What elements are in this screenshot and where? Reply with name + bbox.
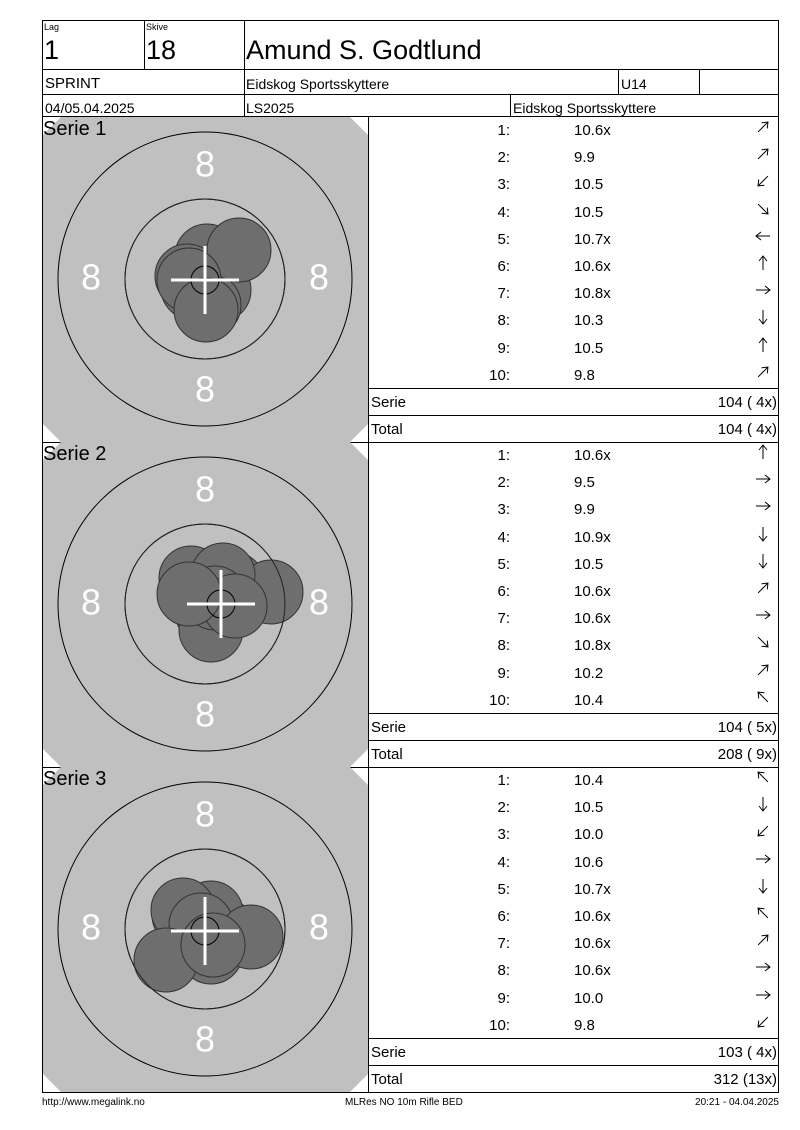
- shot-number: 6:: [497, 583, 510, 600]
- shot-row: [369, 496, 779, 523]
- series-title: Serie 3: [43, 768, 107, 790]
- shot-score: 9.9: [574, 149, 595, 167]
- total-label: Total: [371, 1071, 403, 1088]
- target-diagram: [43, 117, 368, 442]
- direction-arrow-icon: [753, 849, 773, 869]
- shot-row: [369, 605, 779, 632]
- direction-arrow-icon: [753, 767, 773, 787]
- club-name: Eidskog Sportsskyttere: [246, 76, 390, 92]
- shot-number: 5:: [497, 230, 510, 248]
- total-label: Total: [371, 421, 403, 438]
- shot-score: 10.6x: [574, 583, 611, 600]
- target-diagram: [43, 767, 368, 1092]
- header-table: [42, 20, 779, 117]
- shot-score: 10.2: [574, 664, 604, 682]
- shot-score: 10.9x: [574, 528, 611, 546]
- ring-number-label: 8: [80, 256, 102, 298]
- shot-number: 6:: [497, 908, 510, 925]
- shot-score: 10.5: [574, 203, 604, 221]
- direction-arrow-icon: [753, 199, 773, 219]
- direction-arrow-icon: [753, 226, 773, 246]
- shot-number: 4:: [497, 853, 510, 871]
- shot-score: 10.6x: [574, 935, 611, 953]
- shot-number: 9:: [497, 989, 510, 1007]
- shot-number: 6:: [497, 258, 510, 275]
- serie-sum-row: [369, 388, 779, 415]
- total-sum-row: [369, 415, 779, 442]
- direction-arrow-icon: [753, 821, 773, 841]
- serie-sum-row: [369, 1038, 779, 1065]
- footer-program: MLRes NO 10m Rifle BED: [345, 1097, 463, 1108]
- total-value: 312 (13x): [713, 1071, 777, 1088]
- shot-score: 10.3: [574, 312, 604, 330]
- series-block: [42, 442, 779, 768]
- shot-row: [369, 469, 779, 496]
- series-title: Serie 2: [43, 443, 107, 465]
- shot-number: 1:: [497, 447, 510, 464]
- ring-number-label: 8: [194, 368, 216, 410]
- direction-arrow-icon: [753, 280, 773, 300]
- ring-number-label: 8: [194, 468, 216, 510]
- total-sum-row: [369, 740, 779, 767]
- skive-value: 18: [146, 35, 177, 65]
- direction-arrow-icon: [753, 117, 773, 137]
- shot-row: [369, 957, 779, 984]
- shot-row: [369, 226, 779, 253]
- shot-score: 10.6x: [574, 122, 611, 139]
- direction-arrow-icon: [753, 144, 773, 164]
- shot-number: 3:: [497, 176, 510, 194]
- competition-code: LS2025: [246, 100, 295, 116]
- shot-row: [369, 903, 779, 930]
- shot-row: [369, 280, 779, 307]
- event-name: SPRINT: [45, 75, 101, 92]
- direction-arrow-icon: [753, 957, 773, 977]
- direction-arrow-icon: [753, 578, 773, 598]
- shot-number: 8:: [497, 637, 510, 655]
- direction-arrow-icon: [753, 903, 773, 923]
- shot-number: 3:: [497, 501, 510, 519]
- shot-score: 9.8: [574, 1016, 595, 1034]
- direction-arrow-icon: [753, 335, 773, 355]
- shot-row: [369, 687, 779, 714]
- shot-score: 10.8x: [574, 637, 611, 655]
- ring-number-label: 8: [308, 256, 330, 298]
- ring-number-label: 8: [308, 581, 330, 623]
- shot-score: 10.8x: [574, 285, 611, 303]
- shot-number: 9:: [497, 339, 510, 357]
- serie-value: 103 ( 4x): [717, 1044, 777, 1061]
- shot-row: [369, 307, 779, 334]
- shot-number: 10:: [489, 1016, 510, 1034]
- shot-number: 7:: [497, 285, 510, 303]
- ring-number-label: 8: [308, 906, 330, 948]
- serie-label: Serie: [371, 394, 407, 411]
- direction-arrow-icon: [753, 930, 773, 950]
- shot-number: 5:: [497, 555, 510, 573]
- shot-row: [369, 985, 779, 1012]
- shot-row: [369, 551, 779, 578]
- shot-score: 10.4: [574, 772, 604, 789]
- series-block: [42, 117, 779, 443]
- direction-arrow-icon: [753, 985, 773, 1005]
- shot-score: 10.7x: [574, 880, 611, 898]
- serie-sum-row: [369, 713, 779, 740]
- ring-number-label: 8: [80, 581, 102, 623]
- shot-number: 4:: [497, 203, 510, 221]
- shot-row: [369, 794, 779, 821]
- direction-arrow-icon: [753, 307, 773, 327]
- footer-timestamp: 20:21 - 04.04.2025: [695, 1097, 779, 1108]
- ring-number-label: 8: [194, 693, 216, 735]
- shot-score: 10.0: [574, 826, 604, 844]
- ring-number-label: 8: [80, 906, 102, 948]
- total-sum-row: [369, 1065, 779, 1092]
- ring-number-label: 8: [194, 143, 216, 185]
- shot-row: [369, 117, 779, 144]
- footer-url: http://www.megalink.no: [42, 1097, 145, 1108]
- direction-arrow-icon: [753, 794, 773, 814]
- direction-arrow-icon: [753, 253, 773, 273]
- lag-label: Lag: [44, 22, 60, 32]
- shot-score: 10.7x: [574, 230, 611, 248]
- series-title: Serie 1: [43, 118, 107, 140]
- organizer-name: Eidskog Sportsskyttere: [513, 100, 657, 116]
- shot-number: 9:: [497, 664, 510, 682]
- shot-row: [369, 335, 779, 362]
- shot-row: [369, 767, 779, 794]
- shot-row: [369, 578, 779, 605]
- direction-arrow-icon: [753, 687, 773, 707]
- series-block: [42, 767, 779, 1093]
- skive-label: Skive: [146, 22, 169, 32]
- lag-value: 1: [44, 35, 60, 65]
- shot-number: 10:: [489, 691, 510, 709]
- class-name: U14: [621, 76, 647, 92]
- target-diagram: [43, 442, 368, 767]
- shot-number: 10:: [489, 366, 510, 384]
- serie-label: Serie: [371, 1044, 407, 1061]
- shot-number: 3:: [497, 826, 510, 844]
- shot-row: [369, 253, 779, 280]
- direction-arrow-icon: [753, 171, 773, 191]
- shot-row: [369, 442, 779, 469]
- direction-arrow-icon: [753, 605, 773, 625]
- shot-number: 4:: [497, 528, 510, 546]
- serie-value: 104 ( 5x): [717, 719, 777, 736]
- total-value: 104 ( 4x): [717, 421, 777, 438]
- shot-score: 10.6x: [574, 447, 611, 464]
- shot-score: 10.5: [574, 555, 604, 573]
- direction-arrow-icon: [753, 551, 773, 571]
- shot-score: 10.6x: [574, 610, 611, 628]
- total-label: Total: [371, 746, 403, 763]
- shot-number: 7:: [497, 610, 510, 628]
- direction-arrow-icon: [753, 524, 773, 544]
- shot-number: 8:: [497, 312, 510, 330]
- direction-arrow-icon: [753, 362, 773, 382]
- direction-arrow-icon: [753, 876, 773, 896]
- shot-row: [369, 199, 779, 226]
- shot-row: [369, 660, 779, 687]
- shot-score: 10.6: [574, 853, 604, 871]
- shot-row: [369, 524, 779, 551]
- shot-score: 9.8: [574, 366, 595, 384]
- direction-arrow-icon: [753, 632, 773, 652]
- shot-number: 8:: [497, 962, 510, 980]
- direction-arrow-icon: [753, 496, 773, 516]
- shot-row: [369, 1012, 779, 1039]
- direction-arrow-icon: [753, 660, 773, 680]
- shot-number: 1:: [497, 772, 510, 789]
- shot-row: [369, 930, 779, 957]
- shot-row: [369, 632, 779, 659]
- shooter-name: Amund S. Godtlund: [246, 35, 482, 65]
- shot-score: 10.4: [574, 691, 604, 709]
- shot-number: 5:: [497, 880, 510, 898]
- shot-number: 1:: [497, 122, 510, 139]
- total-value: 208 ( 9x): [717, 746, 777, 763]
- direction-arrow-icon: [753, 442, 773, 462]
- serie-label: Serie: [371, 719, 407, 736]
- shot-score: 10.5: [574, 339, 604, 357]
- shot-score: 10.5: [574, 176, 604, 194]
- shot-score: 9.9: [574, 501, 595, 519]
- ring-number-label: 8: [194, 1018, 216, 1060]
- shot-number: 7:: [497, 935, 510, 953]
- shot-score: 10.6x: [574, 258, 611, 275]
- shot-row: [369, 171, 779, 198]
- shot-hole: [181, 913, 245, 977]
- shot-score: 9.5: [574, 474, 595, 492]
- shot-row: [369, 362, 779, 389]
- serie-value: 104 ( 4x): [717, 394, 777, 411]
- shot-number: 2:: [497, 149, 510, 167]
- direction-arrow-icon: [753, 469, 773, 489]
- shot-number: 2:: [497, 474, 510, 492]
- shot-score: 10.6x: [574, 908, 611, 925]
- competition-date: 04/05.04.2025: [45, 100, 135, 116]
- shot-score: 10.6x: [574, 962, 611, 980]
- ring-number-label: 8: [194, 793, 216, 835]
- shot-row: [369, 144, 779, 171]
- shot-score: 10.5: [574, 799, 604, 817]
- shot-score: 10.0: [574, 989, 604, 1007]
- shot-number: 2:: [497, 799, 510, 817]
- shot-row: [369, 821, 779, 848]
- shot-row: [369, 876, 779, 903]
- direction-arrow-icon: [753, 1012, 773, 1032]
- shot-row: [369, 849, 779, 876]
